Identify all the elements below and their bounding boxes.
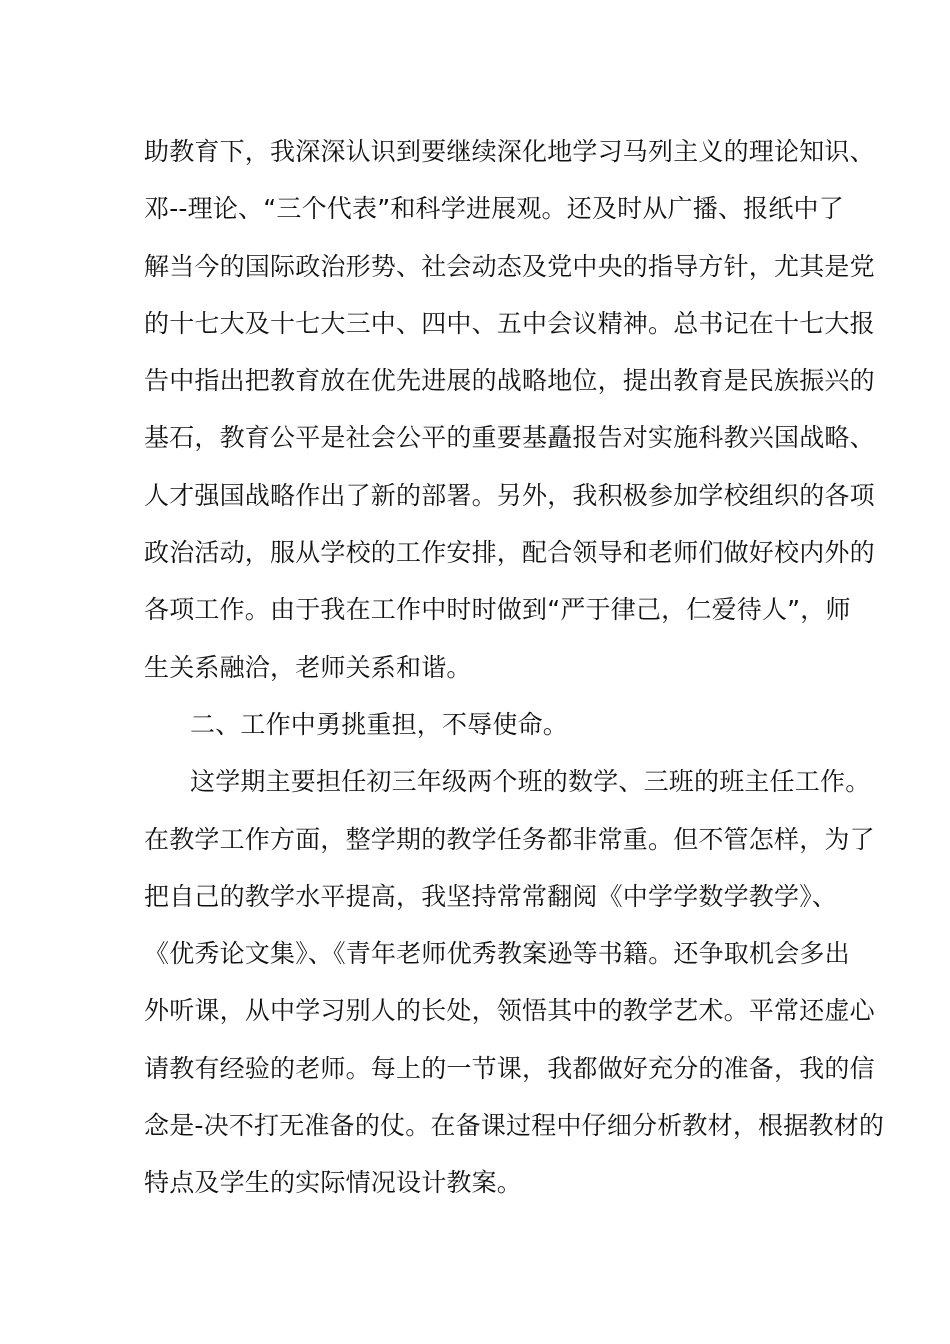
- text-line: 生关系融洽，老师关系和谐。: [144, 652, 472, 682]
- text-line: 《优秀论文集》、《青年老师优秀教案逊等书籍。还争取机会多出: [144, 939, 850, 969]
- text-line: 政治活动，服从学校的工作安排，配合领导和老师们做好校内外的: [144, 538, 875, 568]
- text-line: 邓--理论、“三个代表”和科学进展观。还及时从广播、报纸中了: [144, 194, 844, 224]
- text-line: 把自己的教学水平提高，我坚持常常翻阅《中学学数学教学》、: [144, 881, 838, 911]
- text-line: 外听课，从中学习别人的长处，领悟其中的教学艺术。平常还虚心: [144, 996, 875, 1026]
- text-line: 的十七大及十七大三中、四中、五中会议精神。总书记在十七大报: [144, 308, 875, 338]
- text-line: 助教育下，我深深认识到要继续深化地学习马列主义的理论知识、: [144, 137, 875, 166]
- text-line: 人才强国战略作出了新的部署。另外，我积极参加学校组织的各项: [144, 480, 875, 510]
- section-heading: 二、工作中勇挑重担，不辱使命。: [190, 709, 569, 739]
- text-line: 念是-决不打无准备的仗。在备课过程中仔细分析教材，根据教材的: [144, 1111, 885, 1141]
- text-line: 解当今的国际政治形势、社会动态及党中央的指导方针，尤其是党: [144, 251, 875, 281]
- text-line: 特点及学生的实际情况设计教案。: [144, 1168, 523, 1198]
- text-line: 在教学工作方面，整学期的教学任务都非常重。但不管怎样，为了: [144, 824, 875, 854]
- text-line: 请教有经验的老师。每上的一节课，我都做好充分的准备，我的信: [144, 1053, 875, 1083]
- text-line: 这学期主要担任初三年级两个班的数学、三班的班主任工作。: [190, 767, 871, 797]
- body-text: [144, 123, 885, 1212]
- text-line: 基石，教育公平是社会公平的重要基矗报告对实施科教兴国战略、: [144, 423, 875, 453]
- text-line: 各项工作。由于我在工作中时时做到“严于律己，仁爱待人”，师: [144, 595, 851, 625]
- text-line: 告中指出把教育放在优先进展的战略地位，提出教育是民族振兴的: [144, 366, 875, 396]
